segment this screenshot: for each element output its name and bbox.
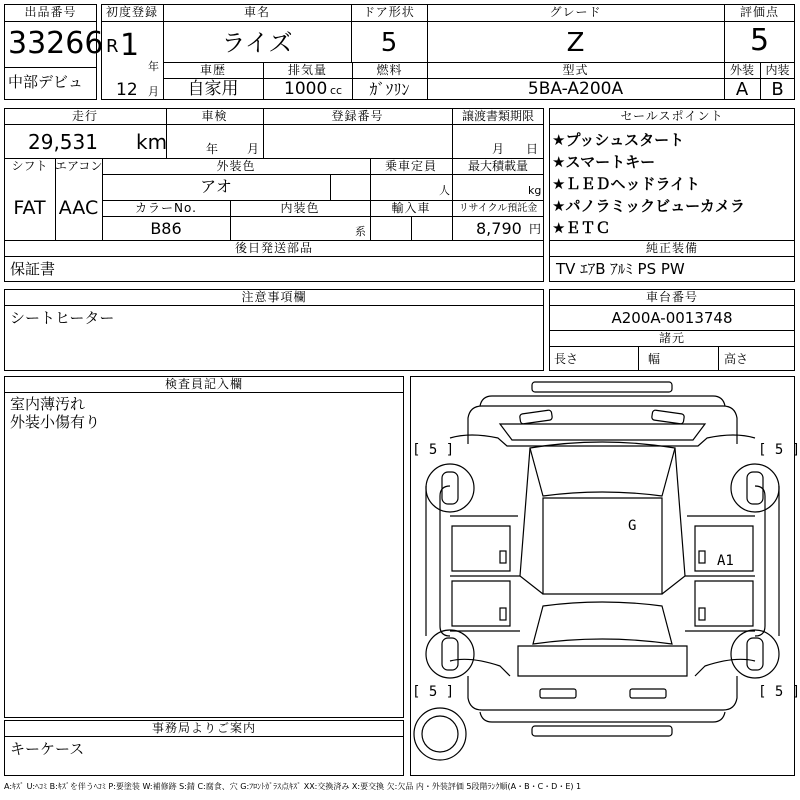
model-code: 5BA-A200A <box>527 79 624 99</box>
lot-label: 出品番号 <box>24 5 77 19</box>
equipment: TV ｴｱB ｱﾙﾐ PS PW <box>556 260 685 278</box>
inspection-label: 車検 <box>201 109 228 123</box>
tire-rear-left: [ 5 ] <box>412 684 455 700</box>
displacement-label: 排気量 <box>287 63 327 77</box>
fuel-label: 燃料 <box>376 63 403 77</box>
car-name: ライズ <box>221 29 293 57</box>
car-diagram <box>410 376 800 776</box>
shift: FAT <box>13 197 46 219</box>
notes: シートヒーター <box>10 309 115 327</box>
score: 5 <box>749 23 770 58</box>
chassis-label: 車台番号 <box>645 290 698 304</box>
era: R <box>106 36 119 57</box>
length-label: 長さ <box>554 352 579 366</box>
sales-point-1: ★プッシュスタート <box>552 131 685 149</box>
inspection-month-unit: 月 <box>247 142 260 156</box>
mileage-label: 走行 <box>71 109 98 123</box>
height-label: 高さ <box>724 352 749 366</box>
width-label: 幅 <box>648 352 661 366</box>
later-parts-label: 後日発送部品 <box>234 241 313 255</box>
inspector-line-2: 外装小傷有り <box>10 413 101 431</box>
ext-color: アオ <box>200 177 232 196</box>
month-unit: 月 <box>148 85 159 98</box>
office-label: 事務局よりご案内 <box>151 721 256 735</box>
transfer-label: 譲渡書類期限 <box>461 109 534 123</box>
int-color-label: 内装色 <box>280 201 320 215</box>
ac: AAC <box>58 197 99 219</box>
year-unit: 年 <box>148 60 159 73</box>
history-label: 車歴 <box>199 63 226 77</box>
grade-label: グレード <box>549 5 602 19</box>
notes-label: 注意事項欄 <box>241 290 307 304</box>
fuel: ｶﾞｿﾘﾝ <box>369 80 410 99</box>
sales-point-2: ★スマートキー <box>552 153 656 171</box>
import-label: 輸入車 <box>391 201 431 215</box>
ext-color-label: 外装色 <box>216 159 256 173</box>
history: 自家用 <box>187 79 239 99</box>
displacement: 1000 <box>284 79 328 99</box>
load-label: 最大積載量 <box>467 159 528 173</box>
inspection-year-unit: 年 <box>206 142 219 156</box>
mileage: 29,531 <box>28 130 98 154</box>
first-reg-year: 1 <box>120 28 140 63</box>
exterior-label: 外装 <box>729 63 754 77</box>
legend: A:ｷｽﾞ U:ﾍｺﾐ B:ｷｽﾞを伴うﾍｺﾐ P:要塗装 W:補修跡 S:錆 C:腐食、穴 G:ﾌﾛﾝﾄｶﾞﾗｽ点ｷｽﾞ XX:交換済み X:要交換 欠:欠品 内・外装評価 5段階ﾗﾝｸ順(A・B・C・D・E) 1 <box>4 782 582 791</box>
exterior-grade: A <box>735 79 749 100</box>
mileage-unit: km <box>136 130 168 154</box>
int-color-unit: 系 <box>355 225 366 238</box>
score-label: 評価点 <box>739 5 779 19</box>
sales-point-3: ★ＬＥＤヘッドライト <box>552 175 700 193</box>
plate-label: 登録番号 <box>331 109 384 123</box>
recycle-amount: 8,790 <box>476 219 522 238</box>
color-no-label: カラーNo. <box>135 201 197 215</box>
inspector-line-1: 室内薄汚れ <box>10 395 86 413</box>
recycle-unit: 円 <box>529 222 542 236</box>
doors: 5 <box>380 28 398 58</box>
debut-label: 中部デビュ <box>8 73 84 91</box>
later-parts: 保証書 <box>10 260 56 278</box>
inspector-label: 検査員記入欄 <box>164 377 243 391</box>
model-label: 型式 <box>562 63 589 77</box>
first-reg-month: 12 <box>116 80 138 100</box>
damage-mark-g: G <box>628 518 637 534</box>
transfer-day-unit: 日 <box>526 142 539 156</box>
office-note: キーケース <box>10 740 85 758</box>
load-unit: kg <box>528 184 542 197</box>
tire-front-left: [ 5 ] <box>412 442 455 458</box>
chassis-number: A200A-0013748 <box>611 309 733 327</box>
car-name-label: 車名 <box>243 5 270 19</box>
transfer-month-unit: 月 <box>492 142 505 156</box>
doors-label: ドア形状 <box>363 5 415 19</box>
tire-front-right: [ 5 ] <box>758 442 800 458</box>
grade: Z <box>566 28 585 58</box>
ac-label: エアコン <box>55 159 103 173</box>
sales-point-5: ★ＥＴＣ <box>552 219 611 237</box>
recycle-label: リサイクル預託金 <box>458 203 538 214</box>
interior-grade: B <box>771 79 784 100</box>
sales-label: セールスポイント <box>620 109 724 123</box>
color-no: B86 <box>150 219 182 238</box>
interior-label: 内装 <box>765 63 790 77</box>
displacement-unit: cc <box>330 84 343 97</box>
capacity-unit: 人 <box>439 184 450 197</box>
equipment-label: 純正装備 <box>645 241 698 255</box>
shift-label: シフト <box>11 159 48 173</box>
specs-label: 諸元 <box>658 331 685 345</box>
tire-rear-right: [ 5 ] <box>758 684 800 700</box>
first-reg-label: 初度登録 <box>105 5 158 19</box>
capacity-label: 乗車定員 <box>384 159 437 173</box>
damage-mark-a1: A1 <box>717 553 734 569</box>
lot-number: 33266 <box>8 26 104 61</box>
sales-point-4: ★パノラミックビューカメラ <box>552 197 745 215</box>
